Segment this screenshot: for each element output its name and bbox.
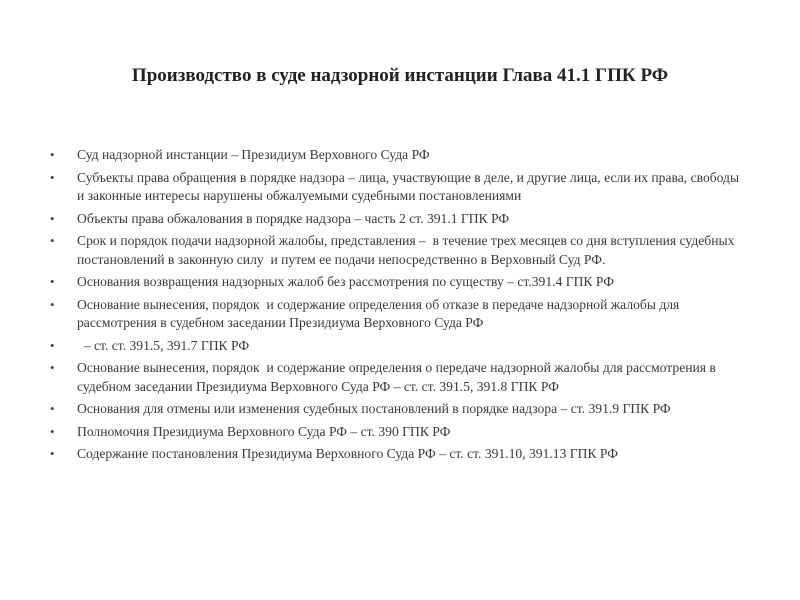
bullet-icon: • [50, 446, 55, 461]
slide-title: Производство в суде надзорной инстанции Глава 41.1 ГПК РФ [131, 65, 669, 86]
bullet-icon: • [50, 296, 55, 312]
list-item [50, 359, 748, 396]
list-item-text: Суд надзорной инстанции – Президиум Верховного Суда РФ [77, 147, 430, 162]
bullet-icon: • [50, 274, 55, 289]
list-item-text: Объекты права обжалования в порядке надзора – часть 2 ст. 391.1 ГПК РФ [77, 210, 510, 226]
list-item-text: Субъекты права обращения в порядке надзора – лица, участвующие в деле, и другие лица, если их права, свободы и законные интересы нарушены обжалуемыми судебными постановлениями [77, 169, 743, 203]
bullet-icon: • [50, 337, 55, 353]
list-item [50, 337, 748, 356]
list-item-text: Основания для отмены или изменения судебных постановлений в порядке надзора – ст. 391.9 ГПК РФ [77, 401, 671, 416]
list-item-text: Содержание постановления Президиума Верховного Суда РФ – ст. ст. 391.10, 391.13 ГПК РФ [77, 446, 618, 461]
list-item [50, 296, 748, 333]
list-item [50, 273, 748, 292]
bullet-icon: • [50, 147, 55, 162]
list-item [50, 146, 748, 165]
bullet-icon: • [50, 423, 55, 439]
bullet-icon: • [50, 401, 55, 416]
bullet-icon: • [50, 233, 55, 248]
bullet-list [50, 146, 748, 468]
list-item-text: Основание вынесения, порядок и содержание определения о передаче надзорной жалобы для рассмотрения в судебном заседании Президиума Верховного Суда РФ – ст. ст. 391.5, 391.8 ГПК РФ [77, 360, 720, 394]
list-item [50, 445, 748, 464]
list-item-text: Основание вынесения, порядок и содержание определения об отказе в передаче надзорной жалобы для рассмотрения в судебном заседании Президиума Верховного Суда РФ [77, 296, 683, 330]
bullet-icon: • [50, 360, 55, 375]
bullet-icon: • [50, 210, 55, 226]
list-item-text: Основания возвращения надзорных жалоб без рассмотрения по существу – ст.391.4 ГПК РФ [77, 274, 614, 289]
list-item [50, 400, 748, 419]
list-item-text: Полномочия Президиума Верховного Суда РФ – ст. 390 ГПК РФ [77, 423, 451, 439]
list-item [50, 169, 748, 206]
list-item [50, 232, 748, 269]
list-item-text: – ст. ст. 391.5, 391.7 ГПК РФ [77, 337, 250, 353]
list-item-text: Срок и порядок подачи надзорной жалобы, представления – в течение трех месяцев со дня вступления судебных постановлений в законную силу и путем ее подачи непосредственно в Верховный Суд РФ. [77, 233, 738, 267]
list-item [50, 423, 748, 442]
bullet-icon: • [50, 169, 55, 185]
list-item [50, 210, 748, 229]
